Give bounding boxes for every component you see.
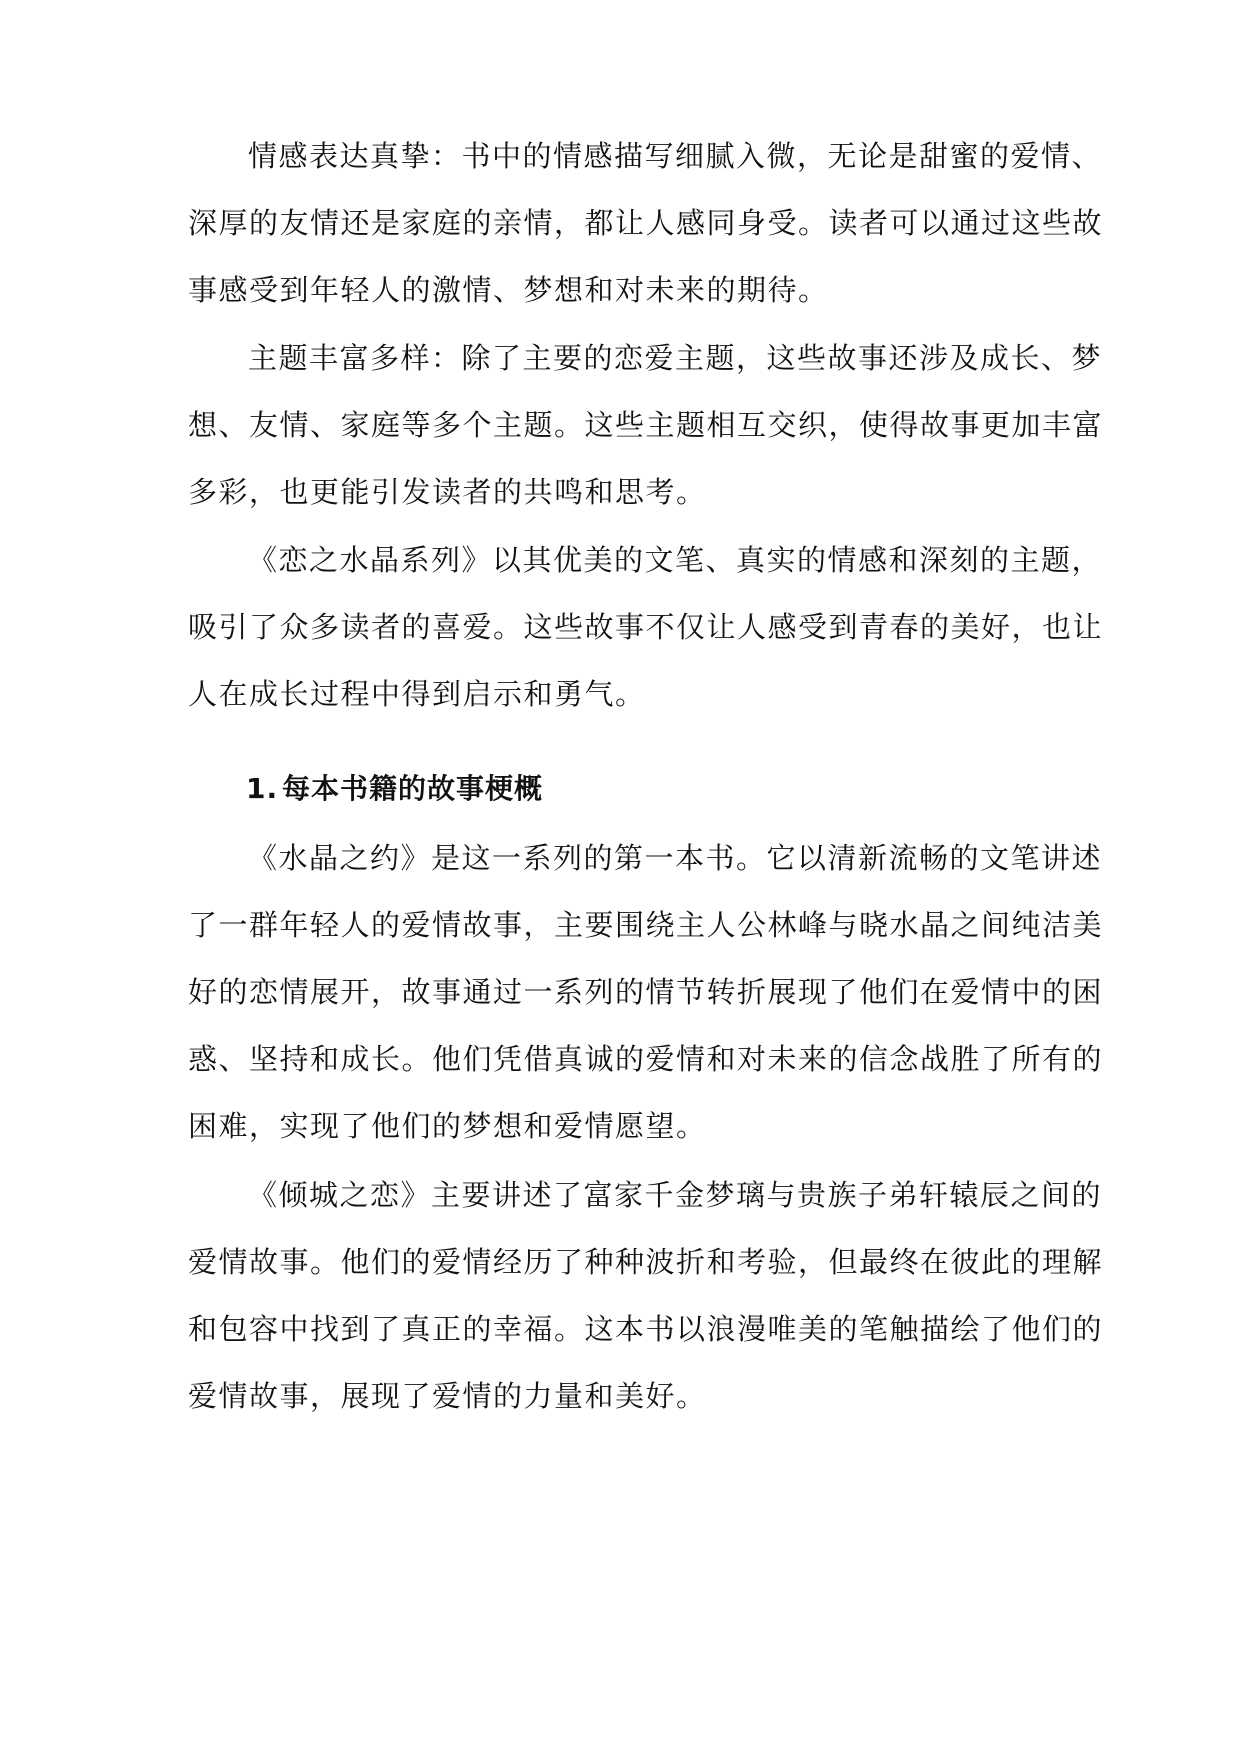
section-title: 每本书籍的故事梗概	[282, 772, 544, 805]
paragraph-line: 吸引了众多读者的喜爱。这些故事不仅让人感受到青春的美好，也让	[188, 610, 1104, 644]
paragraph-line: 人在成长过程中得到启示和勇气。	[188, 677, 646, 711]
paragraph-line: 爱情故事。他们的爱情经历了种种波折和考验，但最终在彼此的理解	[188, 1245, 1104, 1279]
paragraph-line: 事感受到年轻人的激情、梦想和对未来的期待。	[188, 273, 829, 307]
paragraph-line: 爱情故事，展现了爱情的力量和美好。	[188, 1379, 707, 1413]
paragraph-line: 情感表达真挚：书中的情感描写细腻入微，无论是甜蜜的爱情、	[248, 139, 1103, 173]
paragraph-line: 了一群年轻人的爱情故事，主要围绕主人公林峰与晓水晶之间纯洁美	[188, 908, 1104, 942]
paragraph-line: 《水晶之约》是这一系列的第一本书。它以清新流畅的文笔讲述	[248, 841, 1103, 875]
paragraph-line: 想、友情、家庭等多个主题。这些主题相互交织，使得故事更加丰富	[188, 408, 1104, 442]
paragraph-line: 《倾城之恋》主要讲述了富家千金梦璃与贵族子弟轩辕辰之间的	[248, 1178, 1103, 1212]
section-heading	[246, 771, 543, 807]
paragraph-line: 好的恋情展开，故事通过一系列的情节转折展现了他们在爱情中的困	[188, 975, 1104, 1009]
paragraph-line: 多彩，也更能引发读者的共鸣和思考。	[188, 475, 707, 509]
paragraph-line: 《恋之水晶系列》以其优美的文笔、真实的情感和深刻的主题，	[248, 543, 1103, 577]
paragraph-line: 主题丰富多样：除了主要的恋爱主题，这些故事还涉及成长、梦	[248, 341, 1103, 375]
paragraph-line: 惑、坚持和成长。他们凭借真诚的爱情和对未来的信念战胜了所有的	[188, 1042, 1104, 1076]
section-number: 1.	[246, 772, 279, 805]
paragraph-line: 和包容中找到了真正的幸福。这本书以浪漫唯美的笔触描绘了他们的	[188, 1312, 1104, 1346]
paragraph-line: 困难，实现了他们的梦想和爱情愿望。	[188, 1109, 707, 1143]
paragraph-line: 深厚的友情还是家庭的亲情，都让人感同身受。读者可以通过这些故	[188, 206, 1104, 240]
